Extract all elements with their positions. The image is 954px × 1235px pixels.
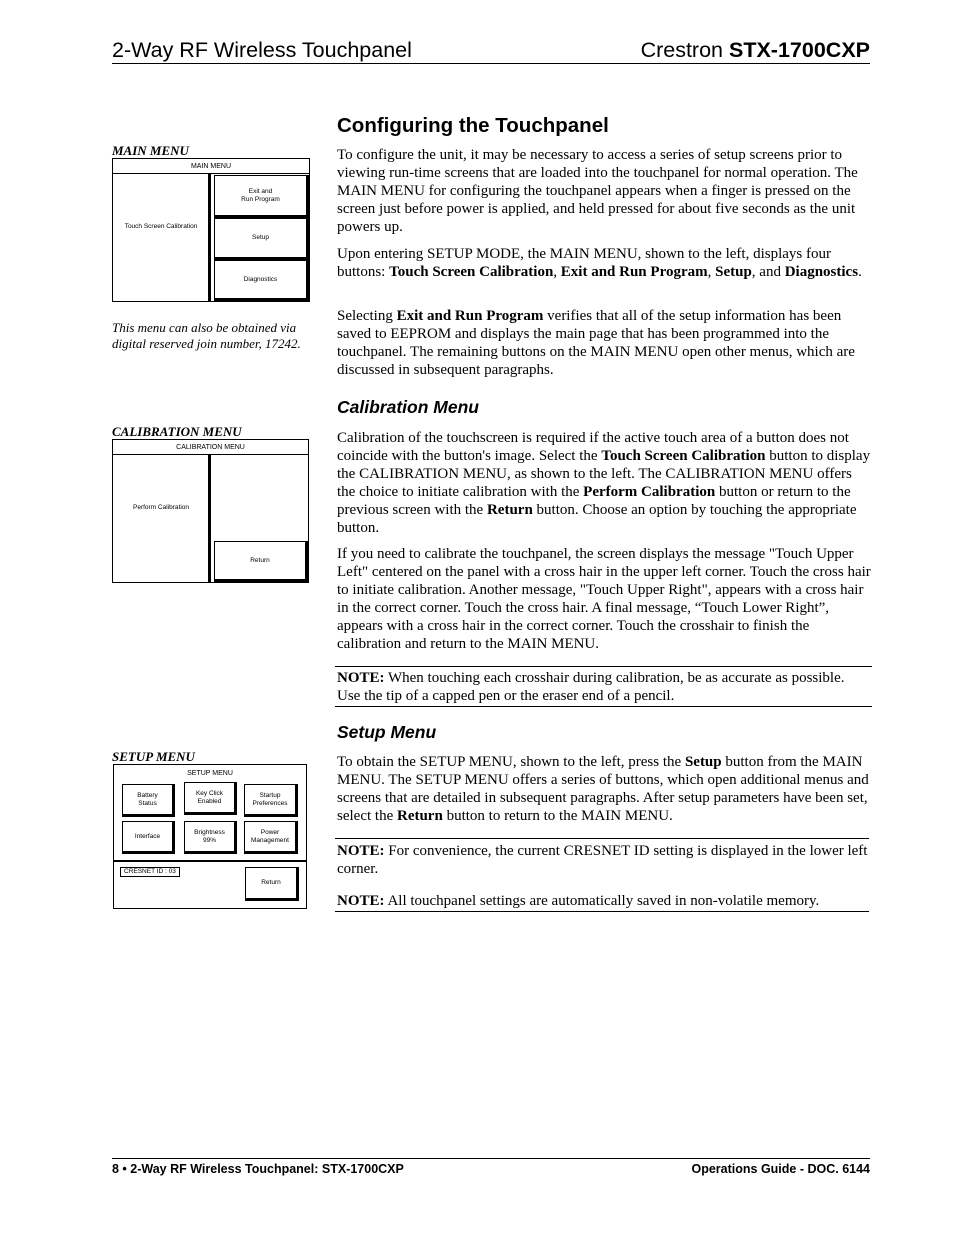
footer-rule	[112, 1158, 870, 1159]
note-rule-top	[335, 666, 872, 667]
cresnet-note: NOTE: For convenience, the current CRESNET ID setting is displayed in the lower left corner.	[337, 843, 868, 877]
settings-saved-note: NOTE: All touchpanel settings are automatically saved in non-volatile memory.	[337, 893, 820, 909]
calibration-menu-screen-title: CALIBRATION MENU	[176, 444, 245, 451]
footer-page-label: 8 • 2-Way RF Wireless Touchpanel: STX-1700CXP	[112, 1162, 404, 1176]
setup-mode-paragraph: Upon entering SETUP MODE, the MAIN MENU, shown to the left, displays four buttons: Touch Screen Calibration, Exit and Run Program, Setup, and Diagnostics.	[337, 246, 862, 280]
header-rule	[112, 63, 870, 64]
cresnet-id-display: CRESNET ID : 03	[120, 867, 180, 877]
interface-button[interactable]: Interface	[122, 821, 175, 854]
setup-menu-caption: SETUP MENU	[112, 749, 195, 764]
note-rule-top	[335, 838, 869, 839]
section-title: Configuring the Touchpanel	[337, 114, 609, 137]
note-rule-bottom	[335, 706, 872, 707]
return-button[interactable]: Return	[245, 867, 299, 901]
touch-screen-calibration-button[interactable]: Touch Screen Calibration	[124, 223, 198, 230]
calibration-menu-caption: CALIBRATION MENU	[112, 424, 242, 439]
diagnostics-button[interactable]: Diagnostics	[214, 260, 309, 301]
screen-title-rule	[113, 173, 309, 174]
setup-menu-screen-title: SETUP MENU	[187, 770, 233, 777]
calibration-menu-screen	[112, 439, 309, 583]
exit-and-run-program-button[interactable]: Exit and Run Program	[214, 175, 309, 218]
header-brand: Crestron	[640, 38, 729, 62]
panel-divider	[208, 174, 211, 302]
calibration-note: NOTE: When touching each crosshair during calibration, be as accurate as possible. Use the tip of a capped pen or the eraser end of a pencil.	[337, 670, 845, 704]
main-menu-screen	[112, 158, 310, 302]
setup-menu-heading: Setup Menu	[337, 722, 437, 742]
intro-paragraph: To configure the unit, it may be necessary to access a series of setup screens prior to viewing run-time screens that are loaded into the touchpanel for normal operation. The MAIN MENU for configuring the touchpanel appears when a finger is pressed on the screen just before power is applied, and held pressed for about five seconds as the unit powers up.	[337, 147, 858, 235]
header-model: STX-1700CXP	[728, 38, 870, 62]
note-rule-bottom	[335, 911, 869, 912]
main-menu-caption: MAIN MENU	[112, 143, 189, 158]
panel-divider	[208, 455, 211, 583]
setup-menu-screen	[113, 764, 307, 909]
power-management-button[interactable]: Power Management	[244, 821, 298, 854]
footer-doc-label: Operations Guide - DOC. 6144	[691, 1162, 870, 1176]
setup-button[interactable]: Setup	[214, 218, 309, 260]
startup-preferences-button[interactable]: Startup Preferences	[244, 784, 298, 817]
running-header-title: 2-Way RF Wireless Touchpanel	[112, 38, 412, 62]
setup-paragraph: To obtain the SETUP MENU, shown to the left, press the Setup button from the MAIN MENU. The SETUP MENU offers a series of buttons, which open additional menus and screens that are detailed in subsequent paragraphs. After setup parameters have been set, select the Return button to return to the MAIN MENU.	[337, 754, 869, 824]
main-menu-join-note: This menu can also be obtained via digital reserved join number, 17242.	[112, 320, 301, 351]
return-button[interactable]: Return	[214, 541, 308, 582]
perform-calibration-button[interactable]: Perform Calibration	[133, 504, 189, 511]
calibration-paragraph: Calibration of the touchscreen is required if the active touch area of a button does not coincide with the button's image. Select the Touch Screen Calibration button to display the CALIBRATION MENU, as shown to the left. The CALIBRATION MENU offers the choice to initiate calibration with the Perform Calibration button or return to the previous screen with the Return button. Choose an option by touching the appropriate button.	[337, 430, 871, 536]
calibration-menu-heading: Calibration Menu	[337, 397, 479, 417]
main-menu-screen-title: MAIN MENU	[190, 163, 232, 170]
battery-status-button[interactable]: Battery Status	[122, 784, 175, 817]
brightness-button[interactable]: Brightness 99%	[184, 821, 237, 854]
key-click-button[interactable]: Key Click Enabled	[184, 782, 237, 815]
running-header-product	[641, 38, 870, 63]
exit-run-paragraph: Selecting Exit and Run Program verifies that all of the setup information has been saved to EEPROM and displays the main page that has been programmed into the touchpanel. The remaining buttons on the MAIN MENU open other menus, which are discussed in subsequent paragraphs.	[337, 308, 855, 378]
screen-divider	[114, 860, 306, 862]
calibration-procedure-paragraph: If you need to calibrate the touchpanel, the screen displays the message "Touch Upper Left" centered on the panel with a cross hair in the upper left corner. Touch the cross hair to initiate calibration. Another message, "Touch Upper Right", appears with a cross hair in the correct corner. Touch the cross hair. A final message, “Touch Lower Right”, appears with a cross hair in the correct corner. Touch the crosshair to finish the calibration and return to the MAIN MENU.	[337, 546, 871, 652]
